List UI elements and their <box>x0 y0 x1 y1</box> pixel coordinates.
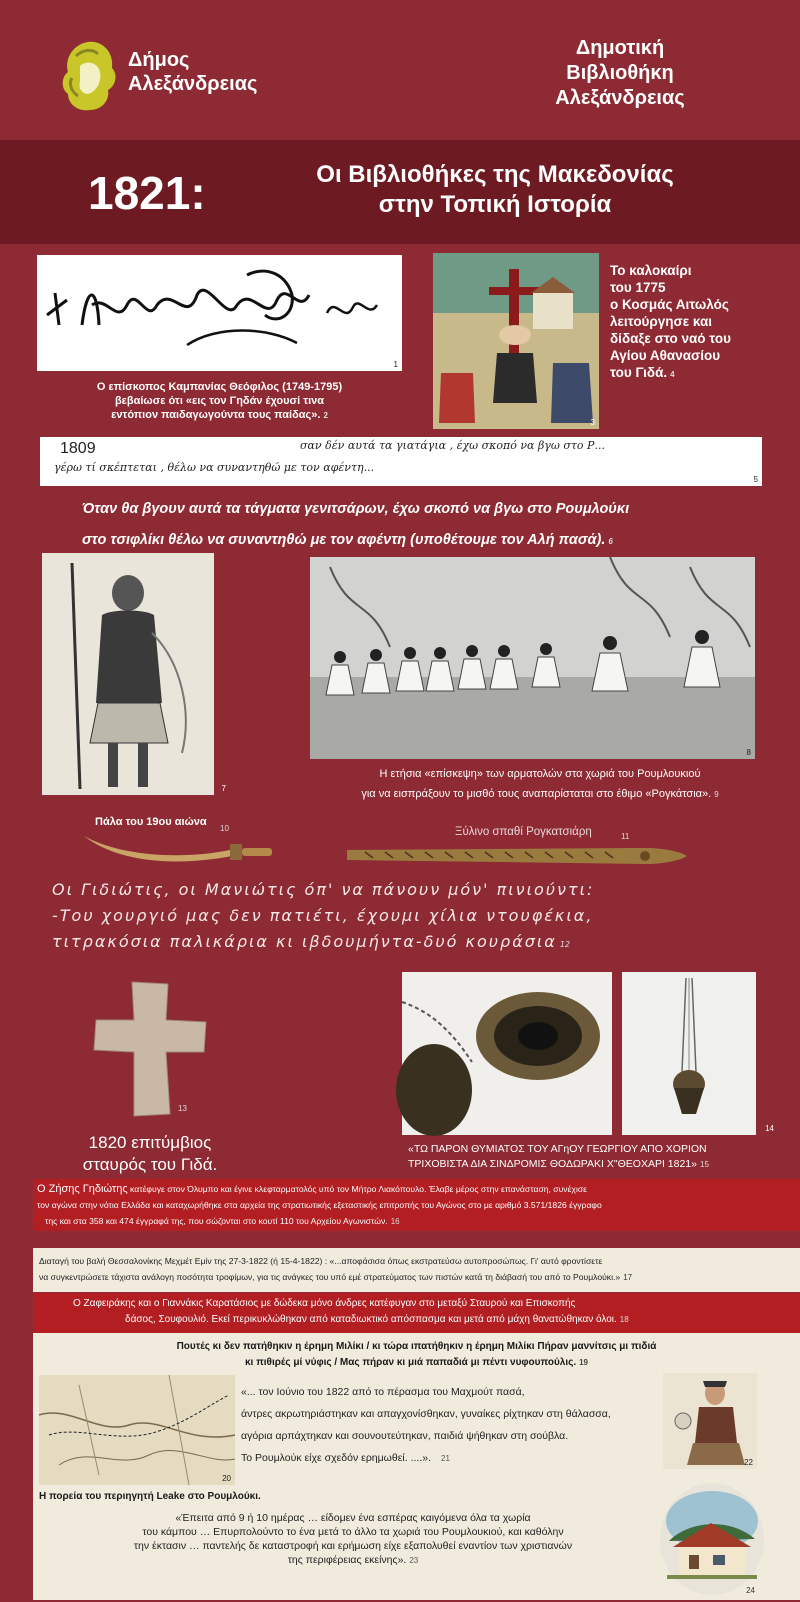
banner-title-line1: Οι Βιβλιοθήκες της Μακεδονίας <box>316 161 674 188</box>
figure-number: 14 <box>765 1124 774 1133</box>
june-text-line2: άντρες ακρωτηριάστηκαν και απαγχονίσθηκαν, γυναίκες ρίχτηκαν στη θάλασσα, <box>241 1408 611 1420</box>
municipality-name-line2: Αλεξάνδρειας <box>128 73 258 95</box>
sword-label: Πάλα του 19ου αιώνα <box>95 816 207 828</box>
bishop-caption-line3: εντόπιον παιδαγωγούντα τους παίδας». <box>111 409 321 421</box>
order-text-line2: να συγκεντρώσετε τάχιστα ανάλογη ποσότητα τροφίμων, για τις ανάγκες του υπό εμέ στρατεύματος των πιστών κατά τη διάβασή του από το Ρουμλούκι.» <box>39 1272 621 1282</box>
leake-text-line2: του κάμπου … Επυρπολούντο το ένα μετά το άλλο τα χωριά του Ρουμλουκιού, και καθόλην <box>142 1526 564 1538</box>
pala-sword-image <box>80 826 280 872</box>
letter-handwriting-line1: σαν δέν αυτά τα γιατάγια , έχω σκοπό να βγω στο Ρ... <box>300 439 605 452</box>
order-number: 17 <box>623 1273 633 1282</box>
bottom-panel <box>33 1333 800 1600</box>
figure-number: 1 <box>393 360 398 369</box>
kosmas-text-line4: λειτούργησε και <box>610 314 713 329</box>
censer-closeup-photo <box>402 972 612 1135</box>
cross-caption-line1: 1820 επιτύμβιος <box>88 1133 212 1152</box>
zisis-text-line3: της και στα 358 και 474 έγγραφά της, που σώζονται στο κουτί 110 του Αρχείου Αγωνιστών. <box>45 1216 388 1226</box>
june-text-line4: Το Ρουμλούκ είχε σχεδόν ερημωθεί. ....». <box>241 1452 431 1464</box>
lament-line1: Πουτές κι δεν πατήθηκιν η έρημη Μιλίκι / κι τώρα ιπατήθηκιν η έρημη Μιλίκι Πήραν μαννίτσις μι πιδιά <box>176 1341 657 1352</box>
bishop-caption-line2: βεβαίωσε ότι «εις τον Γηδάν έχουσί τινα <box>114 395 325 407</box>
leake-text-line4: της περιφέρειας εκείνης». <box>287 1554 407 1566</box>
map-number: 20 <box>222 1474 231 1483</box>
house-number: 24 <box>746 1586 755 1595</box>
kosmas-text-number: 4 <box>670 370 675 379</box>
signature-image <box>37 255 402 371</box>
order-text-line1: Διαταγή του βαλή Θεσσαλονίκης Μεχμέτ Εμίν της 27-3-1822 (ή 15-4-1822) : «...αποφάσισα όπως εκστρατεύσω αυτοπροσώπως. Γι' αυτό φροντίσετε <box>39 1256 603 1266</box>
dance-caption-line1: Η ετήσια «επίσκεψη» των αρματολών στα χωριά του Ρουμλουκιού <box>379 768 701 780</box>
figure-number: 3 <box>590 418 595 427</box>
traveller-portrait <box>663 1373 757 1469</box>
censer-caption-line2: ΤΡΙΧΟΒΙΣΤΑ ΔΙΑ ΣΙΝΔΡΟΜΙΣ ΘΟΔΩΡΑΚΙ Χ"ΘΕΟΧΑΡΙ 1821» <box>408 1158 697 1170</box>
armatolos-engraving <box>42 553 226 795</box>
leake-text-line3: την έκτασιν … παντελής δε καταστροφή και ερήμωση είχε εξαπολυθεί εναντίον των χριστιανών <box>133 1540 573 1552</box>
zisis-text-line1: κατέφυγε στον Όλυμπο και έγινε κλεφταρματολός υπό τον Μήτρο Λιακόπουλο. Έλαβε μέρος στην επανάσταση, συνέχισε <box>127 1184 587 1194</box>
figure-number: 8 <box>746 748 751 757</box>
song-line2: -Του χουργιό μας δεν πατιέτι, έχουμι χίλια ντουφέκια, <box>52 906 594 925</box>
leake-text-line1: «Έπειτα από 9 ή 10 ημέρας … είδομεν ένα εσπέρας καιγόμενα όλα τα χωρία <box>175 1512 531 1524</box>
letter-handwriting-line2: γέρω τί σκέπτεται , θέλω να συναντηθώ με τον αφέντη... <box>54 461 375 474</box>
banner-year: 1821: <box>88 167 206 219</box>
municipality-name-line1: Δήμος <box>128 49 190 71</box>
june-text-line1: «... τον Ιούνιο του 1822 από το πέρασμα του Μαχμούτ πασά, <box>241 1386 525 1398</box>
song-number: 12 <box>559 940 571 949</box>
kosmas-painting <box>433 253 599 429</box>
zisis-number: 16 <box>390 1217 400 1226</box>
old-house-painting <box>659 1481 765 1597</box>
zafeirakis-text-line2: δάσος, Σουφουλιό. Εκεί περικυκλώθηκαν από καταδιωκτικό απόσπασμα και μετά από μάχη θανατώθηκαν όλοι. <box>125 1314 617 1325</box>
leake-title: Η πορεία του περιηγητή Leake στο Ρουμλούκι. <box>39 1491 261 1502</box>
kosmas-text-line2: του 1775 <box>610 280 666 295</box>
header <box>0 0 800 140</box>
zisis-text-line2: τον αγώνα στην νότια Ελλάδα και καταχωρήθηκε στα αρχεία της στρατιωτικής εξεταστικής επιτροπής του Αγώνος στο με αριθμό 3.571/1826 έγγραφο <box>37 1200 602 1210</box>
quote-line1: Όταν θα βγουν αυτά τα τάγματα γενιτσάρων, έχω σκοπό να βγω στο Ρουμλούκι <box>82 501 630 517</box>
banner-title-line2: στην Τοπική Ιστορία <box>378 191 612 218</box>
kosmas-text-line5: δίδαξε στο ναό του <box>610 331 732 346</box>
zisis-name: Ο Ζήσης Γηδιώτης <box>37 1183 128 1195</box>
lament-line2: κι πιθιρές μί νύφις / Μας πήραν κι μιά παπαδιά μι πέντι νυφουπούλις. <box>244 1357 577 1368</box>
kosmas-text-line3: ο Κοσμάς Αιτωλός <box>610 297 729 312</box>
dance-caption-number: 9 <box>714 790 719 799</box>
zafeirakis-number: 18 <box>619 1315 629 1324</box>
dance-caption-line2: για να εισπράξουν το μισθό τους αναπαρίσταται στο έθιμο «Ρογκάτσια». <box>361 788 712 800</box>
quote-line2: στο τσιφλίκι θέλω να συναντηθώ με τον αφέντη (υποθέτουμε τον Αλή πασά). <box>82 532 606 548</box>
song-line3: τιτρακόσια παλικάρια κι ιβδουμήντα-δυό κουράσια <box>52 932 557 951</box>
kosmas-text-line7: του Γιδά. <box>610 365 668 380</box>
tomb-cross-image <box>90 980 210 1117</box>
portrait-number: 22 <box>744 1458 753 1467</box>
wood-number: 11 <box>621 832 630 841</box>
song-line1: Οι Γιδιώτις, οι Μανιώτις όπ' να πάνουν μόν' πινιούντι: <box>52 880 595 899</box>
lament-number: 19 <box>579 1358 589 1367</box>
bishop-caption-number: 2 <box>323 411 328 420</box>
bishop-caption-line1: Ο επίσκοπος Καμπανίας Θεόφιλος (1749-1795) <box>96 381 343 393</box>
censer-caption-number: 15 <box>700 1160 709 1169</box>
zisis-panel <box>33 1179 800 1231</box>
figure-number: 7 <box>221 784 226 793</box>
figure-number: 5 <box>753 475 758 484</box>
sword-number: 10 <box>220 824 229 833</box>
library-name-line2: Βιβλιοθήκη <box>566 62 674 84</box>
kosmas-text-line1: Το καλοκαίρι <box>610 263 692 278</box>
june-text-line3: αγόρια αρπάχτηκαν και σουνουτεύτηκαν, παιδιά ψήθηκαν στη σούβλα. <box>241 1430 569 1442</box>
zafeirakis-panel <box>33 1293 800 1333</box>
wood-sword-label: Ξύλινο σπαθί Ρογκατσιάρη <box>455 826 592 838</box>
censer-full-photo <box>622 972 774 1135</box>
rogkatsia-photo <box>310 557 755 759</box>
letter-year: 1809 <box>60 440 96 457</box>
municipality-logo <box>58 38 120 114</box>
title-banner <box>0 140 800 244</box>
quote-number: 6 <box>608 537 613 546</box>
library-name-line3: Αλεξάνδρειας <box>555 87 685 109</box>
leake-number: 23 <box>409 1556 419 1565</box>
kosmas-text-line6: Αγίου Αθανασίου <box>610 348 721 363</box>
cross-number: 13 <box>178 1104 187 1113</box>
library-name-line1: Δημοτική <box>575 37 665 59</box>
letter-1809-image <box>40 437 762 486</box>
order-panel <box>33 1248 800 1292</box>
censer-caption-line1: «ΤΩ ΠΑΡΟΝ ΘΥΜΙΑΤΟΣ ΤΟΥ ΑΓηΟΥ ΓΕΩΡΓΙΟΥ ΑΠΟ ΧΟΡΙΟΝ <box>408 1143 707 1155</box>
zafeirakis-text-line1: Ο Ζαφειράκης και ο Γιαννάκις Καρατάσιος με δώδεκα μόνο άνδρες κατέφυγαν στο μεταξύ Σταυρού και Επισκοπής <box>73 1298 576 1309</box>
june-number: 21 <box>441 1454 450 1463</box>
cross-caption-line2: σταυρός του Γιδά. <box>82 1155 218 1174</box>
leake-route-map <box>39 1375 235 1485</box>
